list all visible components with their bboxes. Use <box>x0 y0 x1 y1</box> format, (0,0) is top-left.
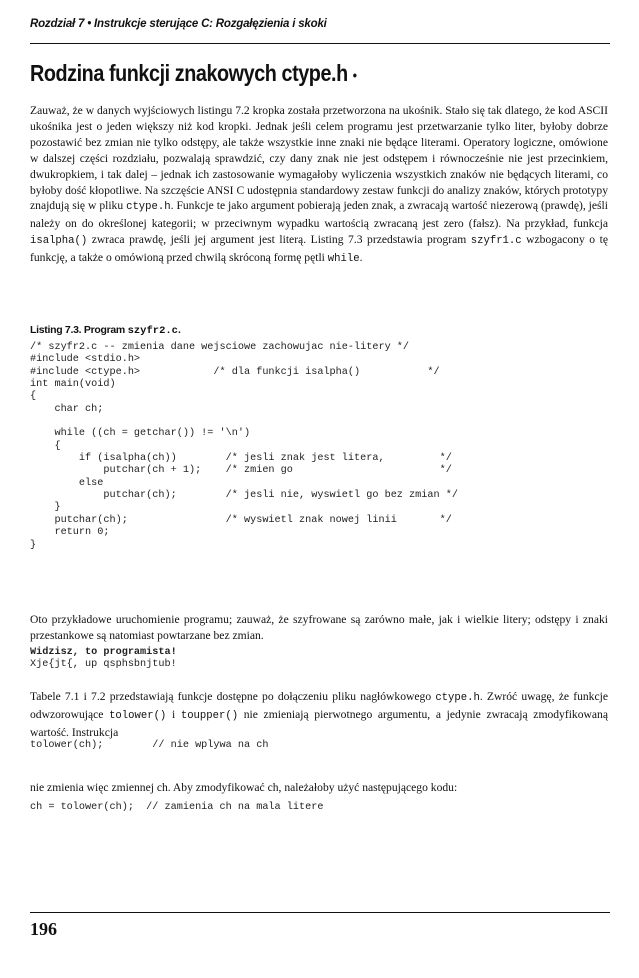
paragraph-modify: nie zmienia więc zmiennej ch. Aby zmodyfikować ch, należałoby użyć następującego kodu: <box>30 781 458 794</box>
page-number: 196 <box>30 919 57 939</box>
paragraph-intro <box>30 103 608 268</box>
header-rule <box>30 43 610 44</box>
paragraph-text: . <box>359 251 363 265</box>
paragraph-text: wzbogacony o tę funkcję, a także o omówioną przed chwilą skróconą formę pętli <box>30 233 608 265</box>
paragraph-text: zwraca prawdę, jeśli jej argument jest literą. Listing 7.3 przedstawia program <box>87 233 471 247</box>
paragraph-text: nie zmieniają pierwotnego argumentu, a jedynie zwracają zmodyfikowaną wartość. Instrukcja <box>30 707 608 739</box>
inline-code: tolower() <box>109 709 167 722</box>
inline-code: isalpha() <box>30 235 88 248</box>
sample-output: Xje{jt{, up qsphsbnjtub! <box>30 659 177 671</box>
code-tolower: tolower(ch); // nie wplywa na ch <box>30 740 269 751</box>
sample-input: Widzisz, to programista! <box>30 647 177 658</box>
paragraph-text: . Zwróć uwagę, że funkcje odwzorowujące <box>30 690 608 721</box>
listing-caption <box>30 324 181 337</box>
inline-code: ctype.h <box>435 692 480 704</box>
listing-caption-end: . <box>177 324 181 336</box>
paragraph-tables <box>30 689 608 741</box>
paragraph-text: i <box>166 707 181 721</box>
sample-run <box>30 647 177 672</box>
code-assign: ch = tolower(ch); // zamienia ch na mala litere <box>30 802 324 813</box>
running-header: Rozdział 7 • Instrukcje sterujące C: Rozgałęzienia i skoki <box>30 18 327 30</box>
inline-code: ctype.h <box>126 201 171 214</box>
paragraph-text: Tabele 7.1 i 7.2 przedstawiają funkcje dostępne po dołączeniu pliku nagłówkowego <box>30 690 436 703</box>
code-listing: /* szyfr2.c -- zmienia dane wejsciowe zachowujac nie-litery */ #include <stdio.h> #include <ctype.h> /* dla funkcji isalpha() */ int main(void) { char ch; while ((ch = getchar()) != '\n') { if (isalpha(ch)) /* jesli znak jest litera, */ putchar(ch + 1); /* zmien go */ else putchar(ch); /* jesli nie, wyswietl go bez zmian */ } putchar(ch); /* wyswietl znak nowej linii */ return 0; } <box>30 342 458 551</box>
paragraph-text: . Funkcje te jako argument pobierają jeden znak, a zwracają wartość niezerową (prawdę), jeśli należy on do określonej kategorii; w przeciwnym wypadku wartością zwracaną jest zero (fałsz). Na przykład, funkcja <box>30 199 608 231</box>
inline-code: szyfr1.c <box>470 235 522 248</box>
title-bullet-mark: • <box>352 66 357 83</box>
inline-code: while <box>327 253 360 266</box>
listing-caption-file: szyfr2.c <box>127 325 178 337</box>
paragraph-text: Zauważ, że w danych wyjściowych listingu 7.2 kropka została przetworzona na ukośnik. Stało się tak dlatego, że kod ASCII ukośnika jest o jeden większy niż kod kropki. Jednak jeśli celem programu jest przetwarzanie tylko liter, byłoby dobrze pozostawić bez zmian nie tylko odstępy, ale także wszystkie inne znaki nie będące literami. Operatory logiczne, omówione w dalszej części rozdziału, pozwalają sprawdzić, czy dany znak nie jest odstępem i równocześnie nie jest przecinkiem, dwukropkiem, i tak dalej – jednak ich zastosowanie wymagałoby wyliczenia wszystkich znaków nie będących literami, co byłoby dość kłopotliwe. Na szczęście ANSI C udostępnia standardowy zestaw funkcji do analizy znaków, których prototypy znajdują się w pliku <box>30 104 608 213</box>
section-title-text: Rodzina funkcji znakowych ctype.h <box>30 60 348 86</box>
paragraph-sample-intro: Oto przykładowe uruchomienie programu; zauważ, że szyfrowane są zarówno małe, jak i wielkie litery; odstępy i znaki przestankowe są natomiast powtarzane bez zmian. <box>30 613 608 642</box>
listing-caption-label: Listing 7.3. Program <box>30 324 128 336</box>
footer-rule <box>30 912 610 913</box>
inline-code: toupper() <box>180 709 239 722</box>
section-title <box>30 60 529 87</box>
